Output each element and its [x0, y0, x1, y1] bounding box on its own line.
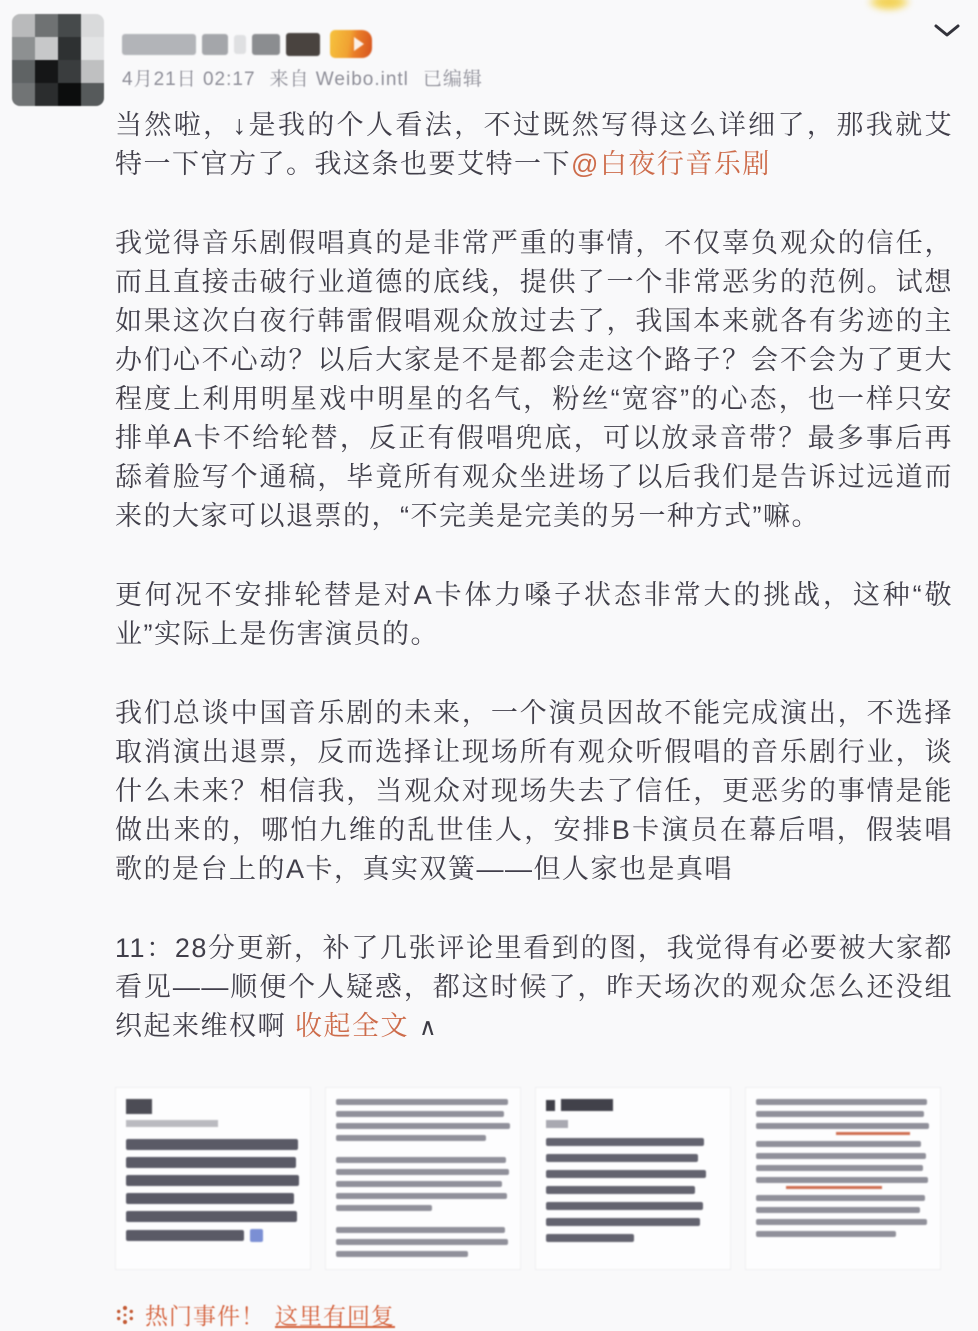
post-paragraph [115, 576, 953, 654]
paragraph-text: 我觉得音乐剧假唱真的是非常严重的事情，不仅辜负观众的信任，而且直接击破行业道德的底线，提供了一个非常恶劣的范例。试想如果这次白夜行韩雷假唱观众放过去了，我国本来就各有劣迹的主办们心不心动？以后大家是不是都会走这个路子？会不会为了更大程度上利用明星戏中明星的名气，粉丝“宽容”的心态，也一样只安排单A卡不给轮替，反正有假唱兜底，可以放录音带？最多事后再舔着脸写个通稿，毕竟所有观众坐进场了以后我们是告诉过远道而来的大家可以退票的，“不完美是完美的另一种方式”嘛。 [115, 228, 953, 531]
paragraph-text: 更何况不安排轮替是对A卡体力嗓子状态非常大的挑战，这种“敬业”实际上是伤害演员的。 [115, 580, 953, 649]
mention-link[interactable]: @白夜行音乐剧 [571, 149, 771, 179]
collapse-full-text-link[interactable]: 收起全文 [295, 1011, 410, 1041]
post-paragraph [115, 929, 953, 1047]
attachment-thumbnail-4[interactable] [745, 1087, 941, 1270]
avatar[interactable] [12, 14, 104, 106]
post-paragraph [115, 694, 953, 889]
post-header [0, 0, 978, 106]
paragraph-text: 11：28分更新，补了几张评论里看到的图，我觉得有必要被大家都看见——顺便个人疑惑，都这时候了，昨天场次的观众怎么还没组织起来维权啊 [115, 933, 953, 1041]
edited-badge: 已编辑 [422, 69, 483, 90]
post-meta [122, 64, 483, 91]
post-paragraph [115, 224, 953, 536]
username-blur-block [252, 34, 280, 55]
chevron-down-icon[interactable] [934, 24, 960, 43]
post-footer [115, 1298, 978, 1331]
post-body [0, 106, 978, 1047]
hot-event-burst-icon [115, 1305, 135, 1325]
attachment-thumbnail-2[interactable] [325, 1087, 521, 1270]
attachment-row [115, 1087, 978, 1270]
collapse-caret-icon[interactable]: ∧ [419, 1014, 437, 1041]
username-blur-block [122, 34, 196, 55]
username-blur-block [202, 34, 228, 55]
username-redacted[interactable] [122, 30, 372, 58]
username-blur-block [234, 35, 246, 54]
username-blur-block [286, 33, 320, 56]
reply-link[interactable]: 这里有回复 [275, 1303, 395, 1329]
timestamp: 4月21日 02:17 [122, 69, 256, 90]
emoji-icon [250, 1229, 263, 1242]
post-paragraph [115, 106, 953, 184]
attachment-thumbnail-1[interactable] [115, 1087, 311, 1270]
paragraph-text: 我们总谈中国音乐剧的未来，一个演员因故不能完成演出，不选择取消演出退票，反而选择让现场所有观众听假唱的音乐剧行业，谈什么未来？相信我，当观众对现场失去了信任，更恶劣的事情是能做出来的，哪怕九维的乱世佳人，安排B卡演员在幕后唱，假装唱歌的是台上的A卡，真实双簧——但人家也是真唱 [115, 698, 953, 884]
hot-event-label[interactable]: 热门事件！ [145, 1303, 265, 1329]
paragraph-text: 当然啦，↓是我的个人看法，不过既然写得这么详细了，那我就艾特一下官方了。我这条也要艾特一下 [115, 110, 953, 179]
attachment-thumbnail-3[interactable] [535, 1087, 731, 1270]
photo-glare-artifact [866, 0, 912, 12]
vip-badge-icon [330, 30, 372, 58]
source-label[interactable]: 来自 Weibo.intl [269, 69, 409, 90]
